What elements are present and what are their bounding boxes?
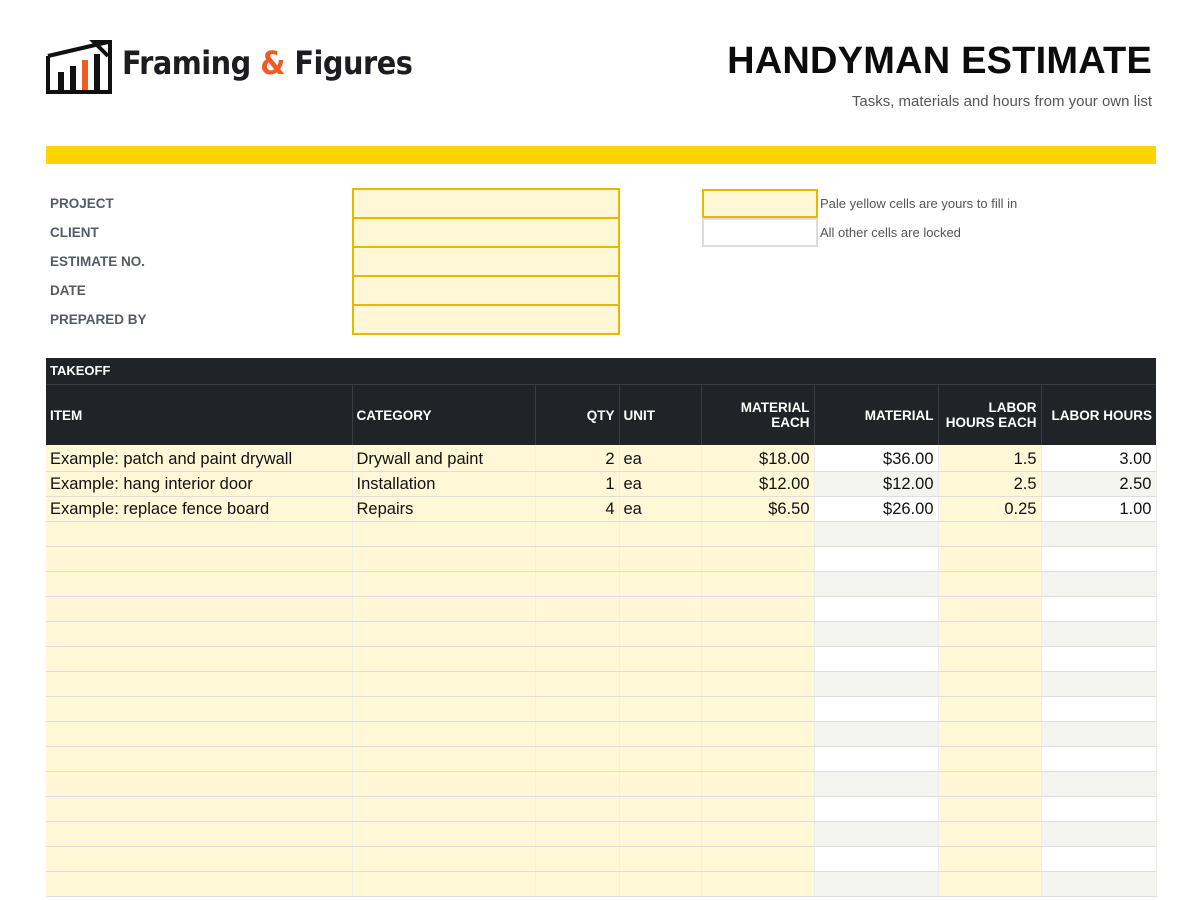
material-total-cell — [814, 647, 938, 672]
material-total-cell — [814, 572, 938, 597]
labor-hours-total-cell — [1041, 522, 1156, 547]
category-cell[interactable] — [352, 722, 535, 747]
qty-cell[interactable]: 4 — [535, 497, 619, 522]
table-row — [46, 747, 1156, 772]
material-each-cell[interactable] — [701, 572, 814, 597]
material-each-cell[interactable] — [701, 622, 814, 647]
table-row — [46, 797, 1156, 822]
item-cell[interactable] — [46, 672, 352, 697]
table-row — [46, 472, 1156, 497]
column-header-material-each: MATERIAL EACH — [701, 385, 814, 445]
unit-cell[interactable] — [619, 597, 701, 622]
material-each-cell[interactable] — [701, 547, 814, 572]
qty-cell[interactable] — [535, 697, 619, 722]
table-row — [46, 597, 1156, 622]
item-cell[interactable] — [46, 772, 352, 797]
column-header-labor-hours: LABOR HOURS — [1041, 385, 1156, 445]
column-header-material: MATERIAL — [814, 385, 938, 445]
table-row — [46, 722, 1156, 747]
category-cell[interactable] — [352, 622, 535, 647]
labor-hours-each-cell[interactable] — [938, 847, 1041, 872]
unit-cell[interactable]: ea — [619, 497, 701, 522]
table-row — [46, 772, 1156, 797]
labor-hours-total-cell — [1041, 772, 1156, 797]
labor-hours-each-cell[interactable] — [938, 547, 1041, 572]
unit-cell[interactable] — [619, 547, 701, 572]
material-total-cell — [814, 672, 938, 697]
item-cell[interactable] — [46, 747, 352, 772]
labor-hours-each-cell[interactable] — [938, 522, 1041, 547]
material-each-cell[interactable] — [701, 772, 814, 797]
legend-input-swatch — [702, 189, 818, 218]
material-each-cell[interactable] — [701, 872, 814, 897]
labor-hours-each-cell[interactable] — [938, 822, 1041, 847]
qty-cell[interactable] — [535, 672, 619, 697]
labor-hours-each-cell[interactable] — [938, 572, 1041, 597]
category-cell[interactable] — [352, 697, 535, 722]
item-cell[interactable] — [46, 697, 352, 722]
column-header-qty: QTY — [535, 385, 619, 445]
material-total-cell — [814, 772, 938, 797]
item-cell[interactable] — [46, 822, 352, 847]
date-label: DATE — [50, 283, 86, 298]
labor-hours-each-cell[interactable] — [938, 622, 1041, 647]
labor-hours-total-cell — [1041, 672, 1156, 697]
unit-cell[interactable] — [619, 772, 701, 797]
column-header-labor-hours-each: LABOR HOURS EACH — [938, 385, 1041, 445]
category-cell[interactable] — [352, 822, 535, 847]
labor-hours-each-cell[interactable]: 1.5 — [938, 445, 1041, 472]
category-cell[interactable] — [352, 647, 535, 672]
item-cell[interactable] — [46, 847, 352, 872]
qty-cell[interactable] — [535, 797, 619, 822]
item-cell[interactable]: Example: replace fence board — [46, 497, 352, 522]
project-label: PROJECT — [50, 196, 114, 211]
item-cell[interactable]: Example: hang interior door — [46, 472, 352, 497]
client-label: CLIENT — [50, 225, 99, 240]
labor-hours-total-cell: 3.00 — [1041, 445, 1156, 472]
labor-hours-total-cell: 2.50 — [1041, 472, 1156, 497]
material-total-cell — [814, 522, 938, 547]
category-cell[interactable]: Installation — [352, 472, 535, 497]
labor-hours-total-cell: 1.00 — [1041, 497, 1156, 522]
unit-cell[interactable] — [619, 672, 701, 697]
takeoff-table — [46, 385, 1157, 897]
takeoff-section-title: TAKEOFF — [46, 358, 1156, 385]
unit-cell[interactable]: ea — [619, 445, 701, 472]
labor-hours-total-cell — [1041, 722, 1156, 747]
category-cell[interactable] — [352, 547, 535, 572]
prepared-by-label: PREPARED BY — [50, 312, 147, 327]
item-cell[interactable] — [46, 572, 352, 597]
category-cell[interactable] — [352, 872, 535, 897]
labor-hours-each-cell[interactable] — [938, 597, 1041, 622]
labor-hours-each-cell[interactable] — [938, 672, 1041, 697]
category-cell[interactable] — [352, 522, 535, 547]
brand-name-part2: Figures — [294, 44, 413, 82]
material-total-cell — [814, 797, 938, 822]
table-row — [46, 497, 1156, 522]
table-row — [46, 697, 1156, 722]
material-each-cell[interactable] — [701, 672, 814, 697]
qty-cell[interactable]: 1 — [535, 472, 619, 497]
labor-hours-total-cell — [1041, 547, 1156, 572]
item-cell[interactable] — [46, 722, 352, 747]
table-row — [46, 847, 1156, 872]
material-each-cell[interactable] — [701, 722, 814, 747]
category-cell[interactable] — [352, 572, 535, 597]
item-cell[interactable] — [46, 872, 352, 897]
unit-cell[interactable] — [619, 797, 701, 822]
labor-hours-total-cell — [1041, 572, 1156, 597]
labor-hours-each-cell[interactable] — [938, 747, 1041, 772]
brand-name-part1: Framing — [122, 44, 251, 82]
labor-hours-each-cell[interactable]: 2.5 — [938, 472, 1041, 497]
unit-cell[interactable] — [619, 872, 701, 897]
legend-locked-text: All other cells are locked — [820, 225, 961, 240]
item-cell[interactable] — [46, 622, 352, 647]
category-cell[interactable] — [352, 847, 535, 872]
labor-hours-each-cell[interactable] — [938, 722, 1041, 747]
unit-cell[interactable]: ea — [619, 472, 701, 497]
material-each-cell[interactable] — [701, 647, 814, 672]
table-row — [46, 572, 1156, 597]
table-row — [46, 522, 1156, 547]
unit-cell[interactable] — [619, 572, 701, 597]
labor-hours-total-cell — [1041, 647, 1156, 672]
material-each-cell[interactable] — [701, 747, 814, 772]
material-total-cell — [814, 747, 938, 772]
client-input[interactable] — [352, 217, 620, 248]
material-total-cell — [814, 847, 938, 872]
labor-hours-each-cell[interactable] — [938, 872, 1041, 897]
material-each-cell[interactable]: $6.50 — [701, 497, 814, 522]
item-cell[interactable] — [46, 797, 352, 822]
category-cell[interactable] — [352, 672, 535, 697]
unit-cell[interactable] — [619, 722, 701, 747]
category-cell[interactable] — [352, 597, 535, 622]
labor-hours-total-cell — [1041, 872, 1156, 897]
qty-cell[interactable] — [535, 772, 619, 797]
qty-cell[interactable] — [535, 572, 619, 597]
material-total-cell — [814, 722, 938, 747]
takeoff-header-row — [46, 385, 1156, 445]
labor-hours-total-cell — [1041, 622, 1156, 647]
unit-cell[interactable] — [619, 822, 701, 847]
labor-hours-each-cell[interactable] — [938, 697, 1041, 722]
column-header-unit: UNIT — [619, 385, 701, 445]
page-subtitle: Tasks, materials and hours from your own list — [851, 93, 1152, 110]
labor-hours-each-cell[interactable] — [938, 772, 1041, 797]
material-each-cell[interactable] — [701, 822, 814, 847]
material-total-cell: $12.00 — [814, 472, 938, 497]
table-row — [46, 672, 1156, 697]
table-row — [46, 647, 1156, 672]
prepared-by-input[interactable] — [352, 304, 620, 335]
unit-cell[interactable] — [619, 747, 701, 772]
legend-input-text: Pale yellow cells are yours to fill in — [820, 196, 1018, 211]
material-each-cell[interactable] — [701, 697, 814, 722]
date-input[interactable] — [352, 275, 620, 306]
category-cell[interactable] — [352, 747, 535, 772]
table-row — [46, 445, 1156, 472]
material-total-cell — [814, 622, 938, 647]
qty-cell[interactable] — [535, 747, 619, 772]
category-cell[interactable]: Drywall and paint — [352, 445, 535, 472]
item-cell[interactable] — [46, 647, 352, 672]
column-header-category: CATEGORY — [352, 385, 535, 445]
qty-cell[interactable] — [535, 522, 619, 547]
labor-hours-total-cell — [1041, 747, 1156, 772]
brand-ampersand: & — [260, 44, 285, 82]
brand-logo-icon — [46, 40, 112, 94]
material-each-cell[interactable] — [701, 847, 814, 872]
item-cell[interactable] — [46, 597, 352, 622]
material-each-cell[interactable] — [701, 597, 814, 622]
project-input[interactable] — [352, 188, 620, 219]
category-cell[interactable]: Repairs — [352, 497, 535, 522]
material-each-cell[interactable] — [701, 522, 814, 547]
item-cell[interactable] — [46, 522, 352, 547]
brand-name — [122, 44, 412, 82]
material-each-cell[interactable]: $12.00 — [701, 472, 814, 497]
material-total-cell — [814, 597, 938, 622]
unit-cell[interactable] — [619, 647, 701, 672]
material-total-cell — [814, 697, 938, 722]
table-row — [46, 872, 1156, 897]
labor-hours-each-cell[interactable] — [938, 797, 1041, 822]
material-each-cell[interactable] — [701, 797, 814, 822]
unit-cell[interactable] — [619, 697, 701, 722]
category-cell[interactable] — [352, 772, 535, 797]
labor-hours-total-cell — [1041, 797, 1156, 822]
qty-cell[interactable] — [535, 847, 619, 872]
qty-cell[interactable] — [535, 597, 619, 622]
material-total-cell: $36.00 — [814, 445, 938, 472]
labor-hours-total-cell — [1041, 822, 1156, 847]
labor-hours-each-cell[interactable] — [938, 647, 1041, 672]
labor-hours-total-cell — [1041, 847, 1156, 872]
material-each-cell[interactable]: $18.00 — [701, 445, 814, 472]
column-header-item: ITEM — [46, 385, 352, 445]
category-cell[interactable] — [352, 797, 535, 822]
estimate-no-input[interactable] — [352, 246, 620, 277]
table-row — [46, 547, 1156, 572]
material-total-cell — [814, 547, 938, 572]
item-cell[interactable]: Example: patch and paint drywall — [46, 445, 352, 472]
labor-hours-total-cell — [1041, 597, 1156, 622]
item-cell[interactable] — [46, 547, 352, 572]
material-total-cell: $26.00 — [814, 497, 938, 522]
qty-cell[interactable] — [535, 822, 619, 847]
material-total-cell — [814, 872, 938, 897]
takeoff-table-section — [46, 358, 1156, 897]
legend-locked-swatch — [702, 218, 818, 247]
unit-cell[interactable] — [619, 847, 701, 872]
estimate-no-label: ESTIMATE NO. — [50, 254, 146, 269]
table-row — [46, 622, 1156, 647]
qty-cell[interactable] — [535, 622, 619, 647]
qty-cell[interactable] — [535, 722, 619, 747]
unit-cell[interactable] — [619, 622, 701, 647]
qty-cell[interactable] — [535, 647, 619, 672]
qty-cell[interactable] — [535, 547, 619, 572]
labor-hours-each-cell[interactable]: 0.25 — [938, 497, 1041, 522]
labor-hours-total-cell — [1041, 697, 1156, 722]
qty-cell[interactable] — [535, 872, 619, 897]
page-title: HANDYMAN ESTIMATE — [727, 40, 1152, 82]
table-row — [46, 822, 1156, 847]
qty-cell[interactable]: 2 — [535, 445, 619, 472]
header-divider-bar — [46, 146, 1156, 164]
material-total-cell — [814, 822, 938, 847]
unit-cell[interactable] — [619, 522, 701, 547]
